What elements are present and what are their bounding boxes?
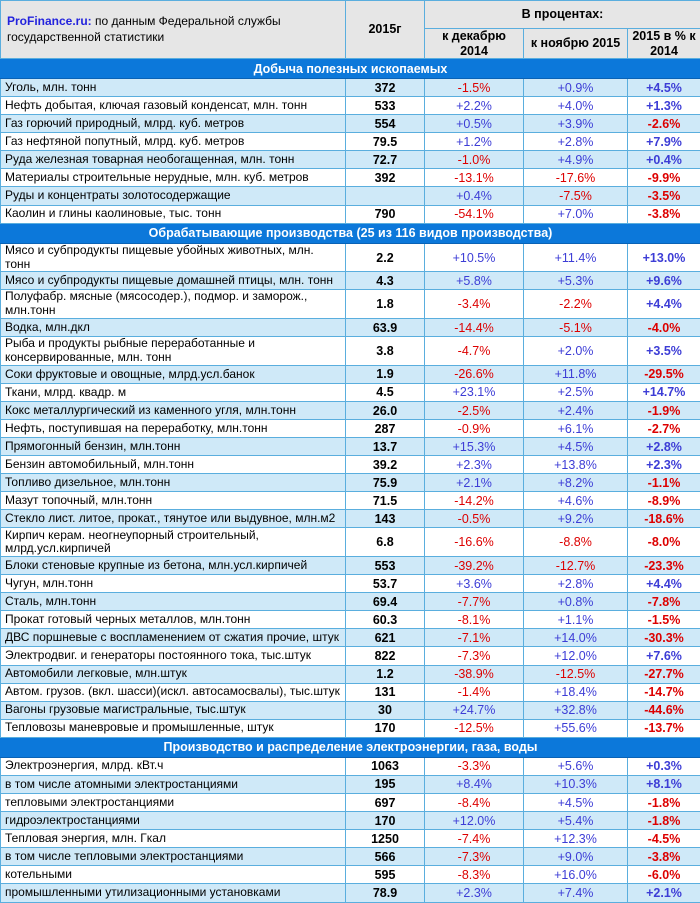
row-change-to-december: +1.2%	[425, 133, 524, 151]
row-change-to-november: +2.0%	[524, 337, 628, 366]
row-label: гидроэлектростанциями	[1, 812, 346, 830]
table-row	[1, 647, 700, 665]
table-row	[1, 683, 700, 701]
row-value-2015: 4.5	[346, 383, 425, 401]
section-header-row	[1, 223, 700, 243]
row-value-2015: 53.7	[346, 575, 425, 593]
table-row	[1, 151, 700, 169]
row-value-2015: 195	[346, 775, 425, 793]
row-change-year-over-year: +0.4%	[628, 151, 700, 169]
row-change-to-december: -26.6%	[425, 365, 524, 383]
row-change-to-december: -7.4%	[425, 830, 524, 848]
row-change-year-over-year: +9.6%	[628, 272, 700, 290]
row-change-to-december: -8.1%	[425, 611, 524, 629]
row-change-to-november: +16.0%	[524, 866, 628, 884]
row-value-2015: 75.9	[346, 474, 425, 492]
row-change-year-over-year: -2.6%	[628, 115, 700, 133]
source-caption: по данным Федеральной службы государственной статистики	[7, 13, 281, 44]
row-label: Кокс металлургический из каменного угля, млн.тонн	[1, 402, 346, 420]
table-row	[1, 187, 700, 205]
row-change-year-over-year: -1.1%	[628, 474, 700, 492]
row-change-to-november: +4.6%	[524, 492, 628, 510]
row-value-2015: 69.4	[346, 593, 425, 611]
table-row	[1, 272, 700, 290]
row-change-to-december: +12.0%	[425, 812, 524, 830]
row-value-2015: 790	[346, 205, 425, 223]
row-value-2015: 697	[346, 793, 425, 811]
row-change-year-over-year: +1.3%	[628, 97, 700, 115]
row-change-year-over-year: -3.8%	[628, 205, 700, 223]
col-header-to-november: к ноябрю 2015	[524, 29, 628, 59]
row-value-2015: 170	[346, 812, 425, 830]
row-label: в том числе тепловыми электростанциями	[1, 848, 346, 866]
row-label: Тепловая энергия, млн. Гкал	[1, 830, 346, 848]
row-value-2015: 78.9	[346, 884, 425, 903]
row-change-year-over-year: -1.9%	[628, 402, 700, 420]
row-change-year-over-year: -4.0%	[628, 319, 700, 337]
row-change-to-november: +18.4%	[524, 683, 628, 701]
row-change-to-november: +13.8%	[524, 456, 628, 474]
row-label: Руда железная товарная необогащенная, млн. тонн	[1, 151, 346, 169]
row-change-year-over-year: -44.6%	[628, 701, 700, 719]
row-change-to-december: -3.3%	[425, 757, 524, 775]
table-row	[1, 115, 700, 133]
row-change-year-over-year: -3.8%	[628, 848, 700, 866]
row-change-to-december: -39.2%	[425, 557, 524, 575]
table-row	[1, 510, 700, 528]
row-change-to-november: -7.5%	[524, 187, 628, 205]
col-header-year-over-year: 2015 в % к 2014	[628, 29, 700, 59]
row-change-to-december: -4.7%	[425, 337, 524, 366]
row-change-year-over-year: +13.0%	[628, 243, 700, 272]
row-change-to-november: +55.6%	[524, 719, 628, 737]
row-change-to-december: -14.4%	[425, 319, 524, 337]
row-value-2015: 554	[346, 115, 425, 133]
row-value-2015: 3.8	[346, 337, 425, 366]
row-value-2015: 71.5	[346, 492, 425, 510]
row-change-to-november: +0.9%	[524, 79, 628, 97]
row-change-to-december: -38.9%	[425, 665, 524, 683]
row-label: промышленными утилизационными установками	[1, 884, 346, 903]
section-title: Производство и распределение электроэнергии, газа, воды	[1, 737, 700, 757]
table-row	[1, 365, 700, 383]
row-label: Ткани, млрд. квадр. м	[1, 383, 346, 401]
row-change-to-december: -2.5%	[425, 402, 524, 420]
row-label: Руды и концентраты золотосодержащие	[1, 187, 346, 205]
row-change-year-over-year: +4.5%	[628, 79, 700, 97]
row-value-2015: 1.8	[346, 290, 425, 319]
row-label: Нефть добытая, ключая газовый конденсат, млн. тонн	[1, 97, 346, 115]
row-change-to-december: -7.7%	[425, 593, 524, 611]
row-value-2015: 60.3	[346, 611, 425, 629]
row-change-to-december: +24.7%	[425, 701, 524, 719]
row-change-to-december: +2.2%	[425, 97, 524, 115]
row-change-to-december: -1.4%	[425, 683, 524, 701]
row-change-to-november: +4.5%	[524, 438, 628, 456]
table-row	[1, 757, 700, 775]
row-change-to-december: -8.4%	[425, 793, 524, 811]
row-change-to-november: +2.8%	[524, 133, 628, 151]
table-row	[1, 205, 700, 223]
row-change-to-november: +1.1%	[524, 611, 628, 629]
row-label: Соки фруктовые и овощные, млрд.усл.банок	[1, 365, 346, 383]
row-change-year-over-year: -18.6%	[628, 510, 700, 528]
table-row	[1, 133, 700, 151]
row-value-2015: 2.2	[346, 243, 425, 272]
row-change-to-december: -7.3%	[425, 848, 524, 866]
table-row	[1, 665, 700, 683]
row-change-to-december: -0.5%	[425, 510, 524, 528]
row-change-to-november: +5.3%	[524, 272, 628, 290]
row-change-year-over-year: +2.3%	[628, 456, 700, 474]
row-change-to-december: -12.5%	[425, 719, 524, 737]
row-label: котельными	[1, 866, 346, 884]
row-label: Водка, млн.дкл	[1, 319, 346, 337]
row-change-year-over-year: +14.7%	[628, 383, 700, 401]
row-change-year-over-year: +4.4%	[628, 290, 700, 319]
row-change-to-december: -7.3%	[425, 647, 524, 665]
table-row	[1, 557, 700, 575]
row-label: Мясо и субпродукты пищевые домашней птицы, млн. тонн	[1, 272, 346, 290]
row-value-2015: 6.8	[346, 528, 425, 557]
header-row-top	[1, 1, 700, 29]
row-label: Топливо дизельное, млн.тонн	[1, 474, 346, 492]
row-label: Уголь, млн. тонн	[1, 79, 346, 97]
row-change-to-december: -16.6%	[425, 528, 524, 557]
row-change-to-december: +10.5%	[425, 243, 524, 272]
row-label: Газ горючий природный, млрд. куб. метров	[1, 115, 346, 133]
row-change-to-december: -1.0%	[425, 151, 524, 169]
row-change-to-november: -17.6%	[524, 169, 628, 187]
row-value-2015: 1.2	[346, 665, 425, 683]
table-row	[1, 474, 700, 492]
row-label: Материалы строительные нерудные, млн. куб. метров	[1, 169, 346, 187]
row-change-year-over-year: +8.1%	[628, 775, 700, 793]
row-label: Рыба и продукты рыбные переработанные и консервированные, млн. тонн	[1, 337, 346, 366]
row-label: Кирпич керам. неогнеупорный строительный, млрд.усл.кирпичей	[1, 528, 346, 557]
row-change-to-november: +2.5%	[524, 383, 628, 401]
row-change-to-december: +0.4%	[425, 187, 524, 205]
row-change-to-december: -1.5%	[425, 79, 524, 97]
row-label: тепловыми электростанциями	[1, 793, 346, 811]
row-label: Прокат готовый черных металлов, млн.тонн	[1, 611, 346, 629]
row-label: Сталь, млн.тонн	[1, 593, 346, 611]
table-row	[1, 402, 700, 420]
row-value-2015: 287	[346, 420, 425, 438]
col-header-percent-group: В процентах:	[425, 1, 700, 29]
row-change-to-november: +32.8%	[524, 701, 628, 719]
table-row	[1, 319, 700, 337]
row-change-year-over-year: -7.8%	[628, 593, 700, 611]
row-label: Тепловозы маневровые и промышленные, штук	[1, 719, 346, 737]
row-change-to-november: -12.7%	[524, 557, 628, 575]
row-change-to-december: +15.3%	[425, 438, 524, 456]
row-change-year-over-year: -1.5%	[628, 611, 700, 629]
row-value-2015: 4.3	[346, 272, 425, 290]
row-change-to-december: +5.8%	[425, 272, 524, 290]
row-value-2015: 1250	[346, 830, 425, 848]
row-change-year-over-year: -6.0%	[628, 866, 700, 884]
row-change-year-over-year: -13.7%	[628, 719, 700, 737]
row-change-to-november: +10.3%	[524, 775, 628, 793]
row-change-to-december: -7.1%	[425, 629, 524, 647]
row-change-to-november: +4.0%	[524, 97, 628, 115]
row-change-year-over-year: +7.9%	[628, 133, 700, 151]
row-change-year-over-year: +0.3%	[628, 757, 700, 775]
row-value-2015: 30	[346, 701, 425, 719]
row-change-to-november: +9.0%	[524, 848, 628, 866]
row-change-year-over-year: -9.9%	[628, 169, 700, 187]
row-label: Вагоны грузовые магистральные, тыс.штук	[1, 701, 346, 719]
row-change-year-over-year: -1.8%	[628, 793, 700, 811]
profinance-link[interactable]: ProFinance.ru:	[7, 13, 92, 28]
row-label: Блоки стеновые крупные из бетона, млн.усл.кирпичей	[1, 557, 346, 575]
row-change-year-over-year: -27.7%	[628, 665, 700, 683]
row-change-to-december: +2.3%	[425, 456, 524, 474]
row-change-to-december: +2.3%	[425, 884, 524, 903]
table-row	[1, 793, 700, 811]
row-change-year-over-year: -2.7%	[628, 420, 700, 438]
table-row	[1, 438, 700, 456]
row-change-to-november: +4.9%	[524, 151, 628, 169]
table-row	[1, 528, 700, 557]
row-value-2015: 621	[346, 629, 425, 647]
table-row	[1, 383, 700, 401]
row-change-to-november: +9.2%	[524, 510, 628, 528]
section-title: Обрабатывающие производства (25 из 116 видов производства)	[1, 223, 700, 243]
row-value-2015: 170	[346, 719, 425, 737]
row-label: Мазут топочный, млн.тонн	[1, 492, 346, 510]
table-row	[1, 243, 700, 272]
row-change-to-december: +0.5%	[425, 115, 524, 133]
table-row	[1, 611, 700, 629]
table-row	[1, 97, 700, 115]
row-label: Электроэнергия, млрд. кВт.ч	[1, 757, 346, 775]
row-change-year-over-year: -29.5%	[628, 365, 700, 383]
row-label: Автом. грузов. (вкл. шасси)(искл. автосамосвалы), тыс.штук	[1, 683, 346, 701]
table-row	[1, 812, 700, 830]
table-row	[1, 629, 700, 647]
row-value-2015: 533	[346, 97, 425, 115]
row-label: в том числе атомными электростанциями	[1, 775, 346, 793]
row-value-2015: 595	[346, 866, 425, 884]
row-change-to-november: +5.4%	[524, 812, 628, 830]
row-change-to-november: +5.6%	[524, 757, 628, 775]
row-label: Прямогонный бензин, млн.тонн	[1, 438, 346, 456]
row-change-to-november: -8.8%	[524, 528, 628, 557]
row-change-to-november: +7.4%	[524, 884, 628, 903]
table-row	[1, 866, 700, 884]
row-change-to-december: +3.6%	[425, 575, 524, 593]
table-row	[1, 830, 700, 848]
row-change-to-december: -3.4%	[425, 290, 524, 319]
row-label: Электродвиг. и генераторы постоянного тока, тыс.штук	[1, 647, 346, 665]
row-value-2015: 13.7	[346, 438, 425, 456]
row-change-to-november: +8.2%	[524, 474, 628, 492]
row-change-year-over-year: +2.8%	[628, 438, 700, 456]
row-change-to-november: +2.4%	[524, 402, 628, 420]
row-label: Автомобили легковые, млн.штук	[1, 665, 346, 683]
table-row	[1, 169, 700, 187]
row-change-to-november: +4.5%	[524, 793, 628, 811]
row-change-year-over-year: +3.5%	[628, 337, 700, 366]
row-label: Полуфабр. мясные (мясосодер.), подмор. и заморож., млн.тонн	[1, 290, 346, 319]
row-label: Стекло лист. литое, прокат., тянутое или выдувное, млн.м2	[1, 510, 346, 528]
table-row	[1, 337, 700, 366]
col-header-to-december: к декабрю 2014	[425, 29, 524, 59]
row-value-2015: 26.0	[346, 402, 425, 420]
table-row	[1, 848, 700, 866]
source-cell	[1, 1, 346, 59]
row-change-to-november: +11.4%	[524, 243, 628, 272]
row-value-2015: 392	[346, 169, 425, 187]
row-label: Каолин и глины каолиновые, тыс. тонн	[1, 205, 346, 223]
row-change-to-december: +8.4%	[425, 775, 524, 793]
row-change-to-december: -0.9%	[425, 420, 524, 438]
row-change-to-december: +23.1%	[425, 383, 524, 401]
row-change-to-november: -5.1%	[524, 319, 628, 337]
row-change-to-december: -14.2%	[425, 492, 524, 510]
row-change-to-november: +11.8%	[524, 365, 628, 383]
table-row	[1, 290, 700, 319]
section-title: Добыча полезных ископаемых	[1, 59, 700, 79]
table-row	[1, 593, 700, 611]
row-change-to-december: -13.1%	[425, 169, 524, 187]
row-value-2015: 1063	[346, 757, 425, 775]
row-change-year-over-year: -8.0%	[628, 528, 700, 557]
row-value-2015: 63.9	[346, 319, 425, 337]
row-change-to-december: +2.1%	[425, 474, 524, 492]
row-change-to-november: +0.8%	[524, 593, 628, 611]
row-value-2015: 39.2	[346, 456, 425, 474]
row-change-to-december: -54.1%	[425, 205, 524, 223]
row-value-2015: 131	[346, 683, 425, 701]
row-label: Газ нефтяной попутный, млрд. куб. метров	[1, 133, 346, 151]
row-change-to-november: +7.0%	[524, 205, 628, 223]
table-row	[1, 575, 700, 593]
table-row	[1, 420, 700, 438]
row-change-to-november: +2.8%	[524, 575, 628, 593]
row-change-to-november: -2.2%	[524, 290, 628, 319]
row-change-year-over-year: -30.3%	[628, 629, 700, 647]
row-label: Нефть, поступившая на переработку, млн.тонн	[1, 420, 346, 438]
row-label: Чугун, млн.тонн	[1, 575, 346, 593]
row-change-to-november: +14.0%	[524, 629, 628, 647]
row-value-2015: 79.5	[346, 133, 425, 151]
row-value-2015: 822	[346, 647, 425, 665]
row-change-year-over-year: -23.3%	[628, 557, 700, 575]
row-value-2015: 372	[346, 79, 425, 97]
row-change-to-november: +6.1%	[524, 420, 628, 438]
row-label: Бензин автомобильный, млн.тонн	[1, 456, 346, 474]
row-value-2015: 143	[346, 510, 425, 528]
table-row	[1, 79, 700, 97]
table-row	[1, 719, 700, 737]
row-change-year-over-year: +4.4%	[628, 575, 700, 593]
row-value-2015: 1.9	[346, 365, 425, 383]
row-label: Мясо и субпродукты пищевые убойных животных, млн. тонн	[1, 243, 346, 272]
section-header-row	[1, 59, 700, 79]
row-value-2015: 553	[346, 557, 425, 575]
table-row	[1, 701, 700, 719]
row-change-to-november: +12.0%	[524, 647, 628, 665]
row-change-year-over-year: -4.5%	[628, 830, 700, 848]
row-value-2015: 72.7	[346, 151, 425, 169]
table-row	[1, 775, 700, 793]
row-change-to-november: +12.3%	[524, 830, 628, 848]
table-row	[1, 884, 700, 903]
row-change-year-over-year: -1.8%	[628, 812, 700, 830]
row-value-2015	[346, 187, 425, 205]
row-change-year-over-year: -8.9%	[628, 492, 700, 510]
row-change-year-over-year: +2.1%	[628, 884, 700, 903]
row-change-year-over-year: -3.5%	[628, 187, 700, 205]
section-header-row	[1, 737, 700, 757]
row-value-2015: 566	[346, 848, 425, 866]
row-change-year-over-year: -14.7%	[628, 683, 700, 701]
row-change-to-november: -12.5%	[524, 665, 628, 683]
row-change-to-december: -8.3%	[425, 866, 524, 884]
row-change-to-november: +3.9%	[524, 115, 628, 133]
table-row	[1, 456, 700, 474]
row-change-year-over-year: +7.6%	[628, 647, 700, 665]
table-row	[1, 492, 700, 510]
col-header-2015: 2015г	[346, 1, 425, 59]
row-label: ДВС поршневые с воспламенением от сжатия прочие, штук	[1, 629, 346, 647]
